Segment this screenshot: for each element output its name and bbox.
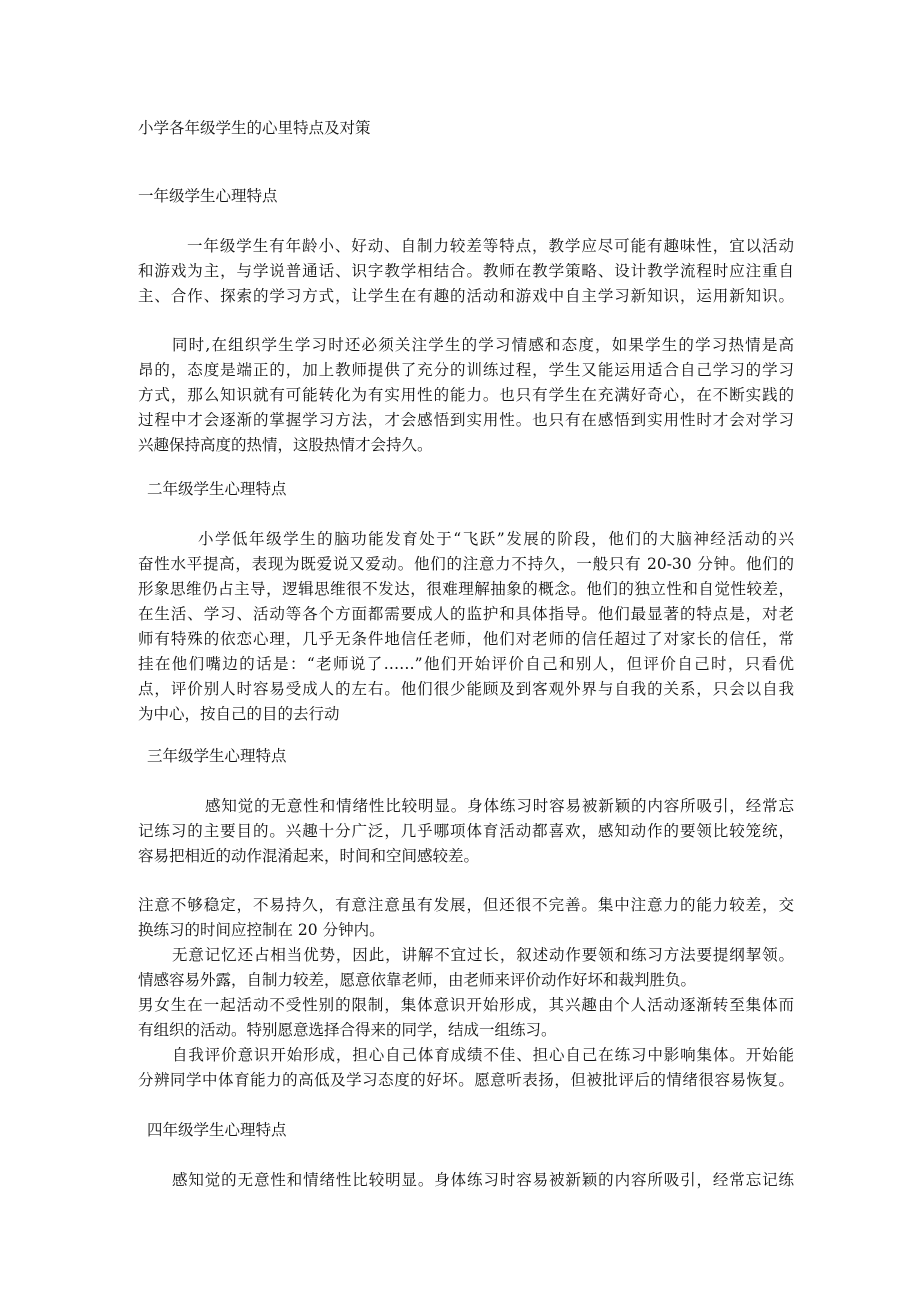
paragraph-line: 兴趣保持高度的热情，这股热情才会持久。 — [138, 436, 433, 454]
paragraph-line: 在生活、学习、活动等各个方面都需要成人的监护和具体指导。他们最显著的特点是，对老 — [138, 605, 794, 623]
paragraph-line: 过程中才会逐渐的掌握学习方法，才会感悟到实用性。也只有在感悟到实用性时才会对学习 — [138, 411, 794, 429]
paragraph-line: 记练习的主要目的。兴趣十分广泛，几乎哪项体育活动都喜欢，感知动作的要领比较笼统， — [138, 822, 794, 840]
paragraph-line: 换练习的时间应控制在 20 分钟内。 — [138, 921, 385, 939]
paragraph-line: 容易把相近的动作混淆起来，时间和空间感较差。 — [138, 847, 480, 865]
paragraph-line: 小学低年级学生的脑功能发育处于“飞跃”发展的阶段，他们的大脑神经活动的兴 — [198, 530, 794, 548]
paragraph-line: 自我评价意识开始形成，担心自己体育成绩不佳、担心自己在练习中影响集体。开始能 — [172, 1046, 794, 1064]
paragraph-line: 昂的，态度是端正的，加上教师提供了充分的训练过程，学生又能运用适合自己学习的学习 — [138, 361, 794, 379]
section-heading-grade3: 三年级学生心理特点 — [147, 747, 287, 765]
paragraph-line: 一年级学生有年龄小、好动、自制力较差等特点，教学应尽可能有趣味性，宜以活动 — [187, 237, 794, 255]
section-heading-grade1: 一年级学生心理特点 — [138, 187, 278, 205]
paragraph-line: 奋性水平提高，表现为既爱说又爱动。他们的注意力不持久，一般只有 20-30 分钟。他们的 — [138, 555, 794, 573]
paragraph-line: 挂在他们嘴边的话是：“老师说了……”他们开始评价自己和别人，但评价自己时，只看优 — [138, 655, 794, 673]
paragraph-line: 形象思维仍占主导，逻辑思维很不发达，很难理解抽象的概念。他们的独立性和自觉性较差， — [138, 580, 794, 598]
paragraph-line: 方式，那么知识就有可能转化为有实用性的能力。也只有学生在充满好奇心，在不断实践的 — [138, 386, 794, 404]
paragraph-line: 师有特殊的依恋心理，几乎无条件地信任老师，他们对老师的信任超过了对家长的信任，常 — [138, 630, 794, 648]
paragraph-line: 感知觉的无意性和情绪性比较明显。身体练习时容易被新颖的内容所吸引，经常忘 — [205, 797, 794, 815]
section-heading-grade4: 四年级学生心理特点 — [147, 1121, 287, 1139]
paragraph-line: 感知觉的无意性和情绪性比较明显。身体练习时容易被新颖的内容所吸引，经常忘记练 — [172, 1171, 794, 1189]
paragraph-line: 为中心，按自己的目的去行动 — [138, 705, 340, 723]
paragraph-line: 点，评价别人时容易受成人的左右。他们很少能顾及到客观外界与自我的关系，只会以自我 — [138, 680, 794, 698]
paragraph-line: 同时,在组织学生学习时还必须关注学生的学习情感和态度，如果学生的学习热情是高 — [172, 336, 794, 354]
paragraph-line: 注意不够稳定，不易持久，有意注意虽有发展，但还很不完善。集中注意力的能力较差，交 — [138, 896, 794, 914]
paragraph-line: 和游戏为主，与学说普通话、识字教学相结合。教师在教学策略、设计教学流程时应注重自 — [138, 262, 794, 280]
section-heading-grade2: 二年级学生心理特点 — [147, 480, 287, 498]
document-title: 小学各年级学生的心里特点及对策 — [138, 119, 371, 137]
paragraph-line: 有组织的活动。特别愿意选择合得来的同学，结成一组练习。 — [138, 1021, 557, 1039]
paragraph-line: 主、合作、探索的学习方式，让学生在有趣的活动和游戏中自主学习新知识，运用新知识。 — [138, 287, 794, 305]
paragraph-line: 分辨同学中体育能力的高低及学习态度的好坏。愿意听表扬，但被批评后的情绪很容易恢复。 — [138, 1071, 794, 1089]
paragraph-line: 无意记忆还占相当优势，因此，讲解不宜过长，叙述动作要领和练习方法要提纲挈领。 — [172, 946, 794, 964]
paragraph-line: 男女生在一起活动不受性别的限制，集体意识开始形成，其兴趣由个人活动逐渐转至集体而 — [138, 996, 794, 1014]
paragraph-line: 情感容易外露，自制力较差，愿意依靠老师，由老师来评价动作好坏和裁判胜负。 — [138, 971, 697, 989]
